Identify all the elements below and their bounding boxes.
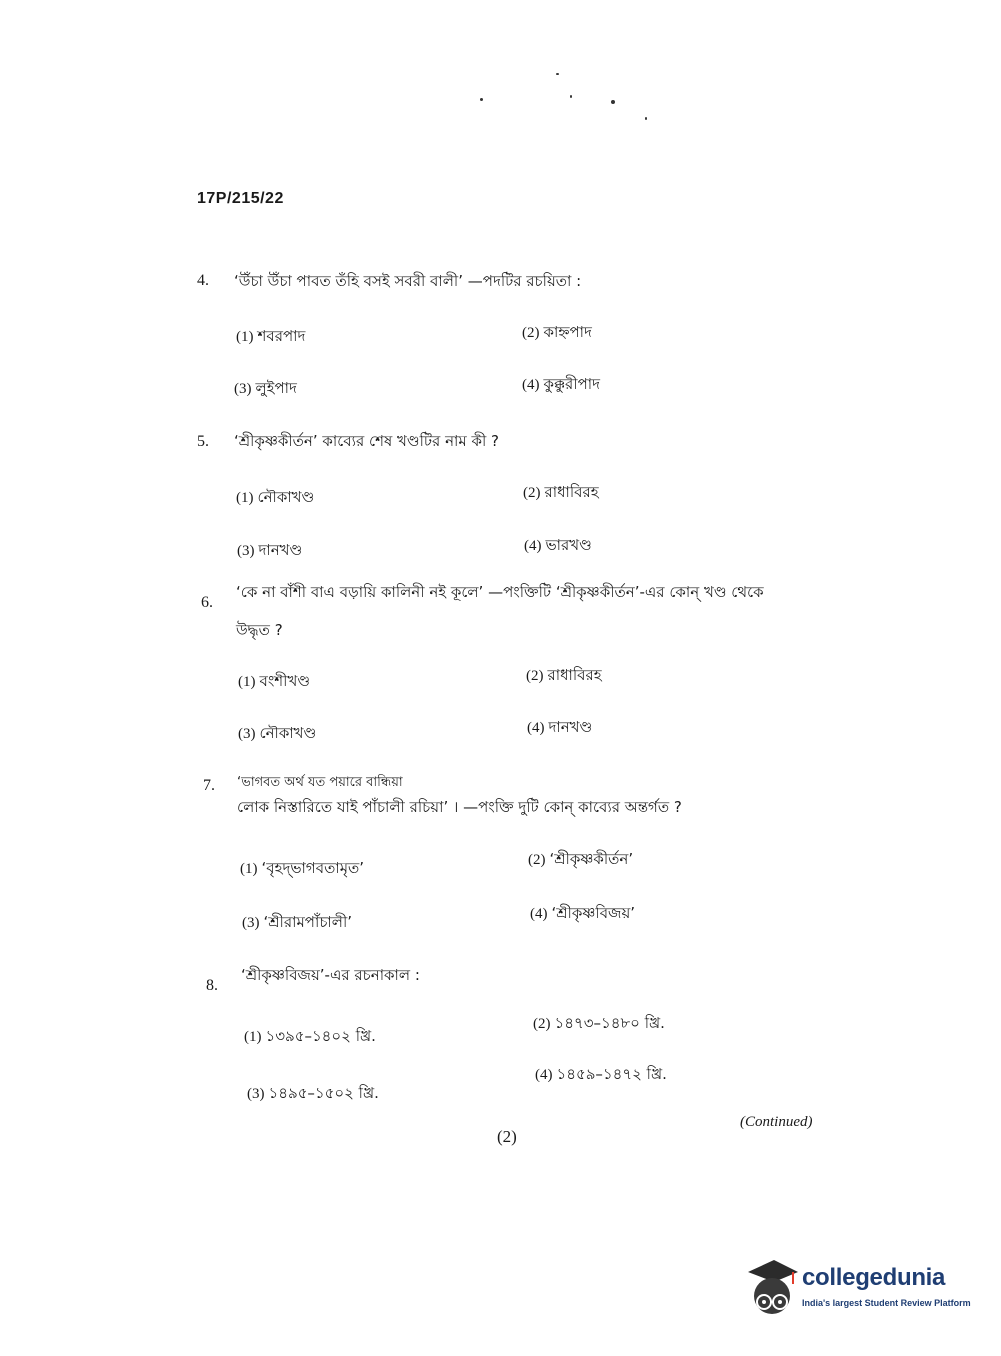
question-number: 6.: [201, 594, 213, 611]
option-4: (4) ভারখণ্ড: [524, 536, 592, 554]
option-4: (4) ‘শ্রীকৃষ্ণবিজয়’: [530, 904, 636, 922]
option-3: (3) ১৪৯৫–১৫০২ খ্রি.: [247, 1084, 379, 1102]
brand-name: collegedunia: [802, 1264, 946, 1291]
option-2: (2) রাধাবিরহ: [526, 666, 602, 684]
question-text: উদ্ধৃত ?: [236, 621, 283, 639]
question-text: লোক নিস্তারিতে যাই পাঁচালী রচিয়া’ । —পংক্তি দুটি কোন্ কাব্যের অন্তর্গত ?: [237, 798, 682, 816]
option-3: (3) লুইপাদ: [234, 379, 297, 397]
option-1: (1) নৌকাখণ্ড: [236, 488, 315, 506]
question-text: ‘উঁচা উঁচা পাবত তঁহি বসই সবরী বালী’ —পদটির রচয়িতা :: [234, 272, 582, 290]
option-2: (2) ১৪৭৩–১৪৮০ খ্রি.: [533, 1014, 665, 1032]
scan-speck: [480, 98, 483, 101]
question-number: 7.: [203, 777, 215, 794]
brand-tagline: India's largest Student Review Platform: [802, 1298, 971, 1308]
question-text: ‘ভাগবত অর্থ যত পয়ারে বান্ধিয়া: [237, 775, 403, 790]
question-text: ‘শ্রীকৃষ্ণবিজয়’-এর রচনাকাল :: [241, 966, 420, 984]
scan-speck: [556, 73, 559, 75]
option-3: (3) নৌকাখণ্ড: [238, 724, 317, 742]
collegedunia-logo: [742, 1250, 972, 1320]
question-text: ‘শ্রীকৃষ্ণকীর্তন’ কাব্যের শেষ খণ্ডটির নাম কী ?: [234, 432, 499, 450]
option-2: (2) ‘শ্রীকৃষ্ণকীর্তন’: [528, 850, 634, 868]
option-2: (2) রাধাবিরহ: [523, 483, 599, 501]
continued-note: (Continued): [740, 1114, 813, 1130]
scan-speck: [570, 95, 572, 98]
option-1: (1) ১৩৯৫–১৪০২ খ্রি.: [244, 1027, 376, 1045]
question-number: 8.: [206, 977, 218, 994]
mascot-icon: [742, 1250, 800, 1320]
option-1: (1) বংশীখণ্ড: [238, 672, 311, 690]
option-4: (4) দানখণ্ড: [527, 718, 593, 736]
option-4: (4) ১৪৫৯–১৪৭২ খ্রি.: [535, 1065, 667, 1083]
scan-speck: [645, 117, 647, 120]
question-text: ‘কে না বাঁশী বাএ বড়ায়ি কালিনী নই কূলে’ —পংক্তিটি ‘শ্রীকৃষ্ণকীর্তন’-এর কোন্ খণ্ড থেকে: [236, 583, 764, 601]
paper-code: 17P/215/22: [197, 190, 284, 207]
option-4: (4) কুক্কুরীপাদ: [522, 375, 600, 393]
option-2: (2) কাহ্নপাদ: [522, 323, 592, 341]
option-3: (3) ‘শ্রীরামপাঁচালী’: [242, 913, 353, 931]
option-3: (3) দানখণ্ড: [237, 541, 303, 559]
page-number: (2): [497, 1127, 517, 1146]
option-1: (1) শবরপাদ: [236, 327, 306, 345]
scan-speck: [611, 100, 615, 104]
question-number: 5.: [197, 433, 209, 450]
question-number: 4.: [197, 272, 209, 289]
option-1: (1) ‘বৃহদ্‌ভাগবতামৃত’: [240, 859, 365, 877]
